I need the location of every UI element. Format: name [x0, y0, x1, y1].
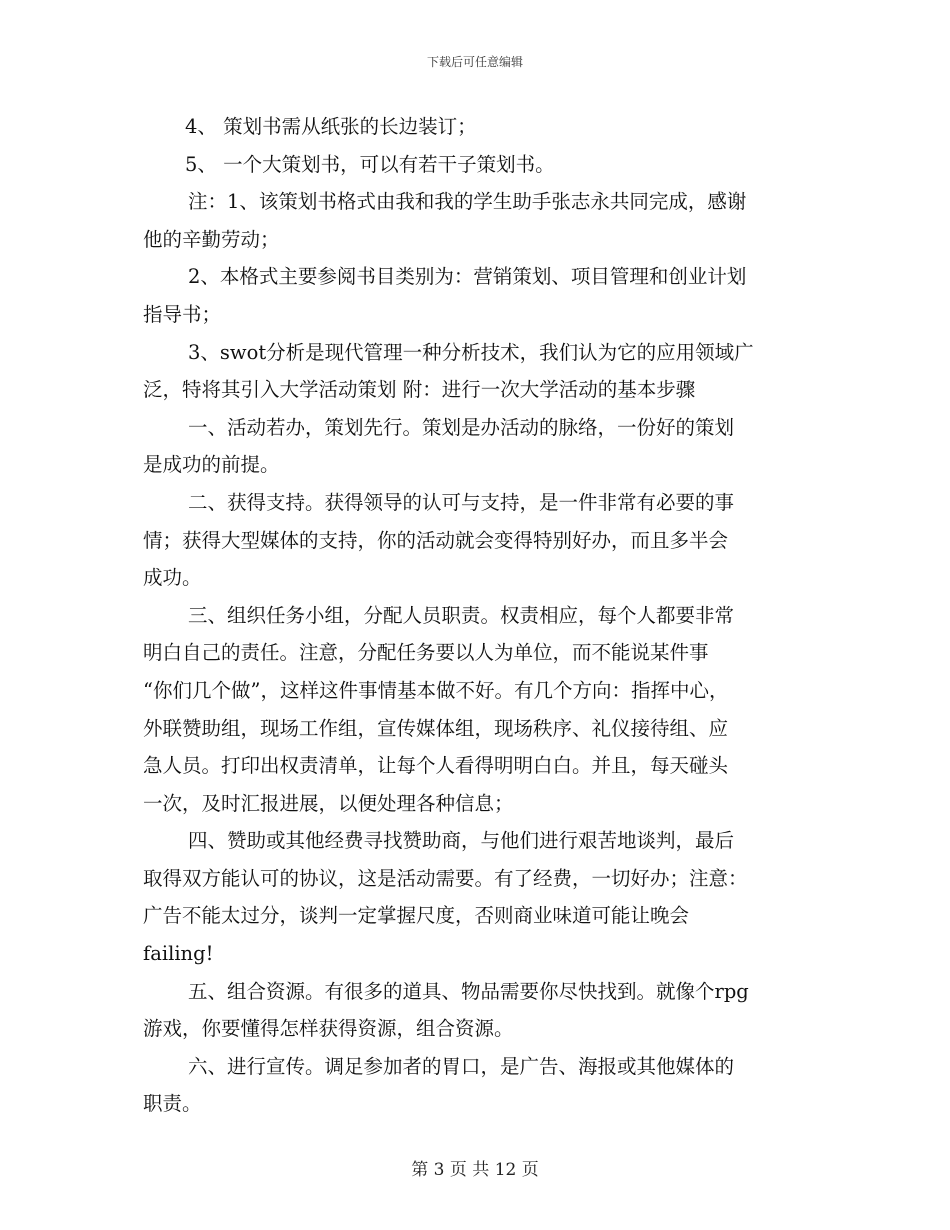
text-line: 4、 策划书需从纸张的长边装订；	[185, 115, 477, 138]
text-line: 泛，特将其引入大学活动策划 附：进行一次大学活动的基本步骤	[143, 378, 696, 402]
page-footer: 第 3 页 共 12 页	[411, 1160, 539, 1180]
text-line: 急人员。打印出权责清单，让每个人看得明明白白。并且，每天碰头	[143, 754, 729, 778]
text-line: 一、活动若办，策划先行。策划是办活动的脉络，一份好的策划	[188, 415, 735, 439]
text-line: 游戏，你要懂得怎样获得资源，组合资源。	[143, 1017, 514, 1041]
text-line: 四、赞助或其他经费寻找赞助商，与他们进行艰苦地谈判，最后	[188, 829, 735, 853]
text-line: 二、获得支持。获得领导的认可与支持，是一件非常有必要的事	[188, 490, 735, 514]
text-line: failing!	[143, 942, 214, 966]
text-line: 是成功的前提。	[143, 453, 280, 477]
text-line: 他的辛勤劳动；	[143, 227, 280, 251]
text-line: 六、进行宣传。调足参加者的胃口，是广告、海报或其他媒体的	[188, 1054, 735, 1078]
text-line: 五、组合资源。有很多的道具、物品需要你尽快找到。就像个rpg	[188, 979, 749, 1003]
text-line: 取得双方能认可的协议，这是活动需要。有了经费，一切好办；注意：	[143, 866, 748, 890]
text-line: 3、swot分析是现代管理一种分析技术，我们认为它的应用领域广	[188, 340, 754, 364]
text-line: 指导书；	[143, 302, 222, 326]
text-line: 职责。	[143, 1092, 202, 1116]
text-line: 明白自己的责任。注意，分配任务要以人为单位，而不能说某件事	[143, 641, 709, 665]
text-line: 2、本格式主要参阅书目类别为：营销策划、项目管理和创业计划	[188, 265, 747, 289]
text-line: 成功。	[143, 566, 202, 590]
text-line: 外联赞助组，现场工作组，宣传媒体组，现场秩序、礼仪接待组、应	[143, 716, 729, 740]
text-line: 三、组织任务小组，分配人员职责。权责相应，每个人都要非常	[188, 603, 735, 627]
page-header: 下载后可任意编辑	[426, 55, 523, 69]
text-line: “你们几个做”，这样这件事情基本做不好。有几个方向：指挥中心，	[143, 678, 729, 702]
text-line: 一次，及时汇报进展，以便处理各种信息；	[143, 791, 514, 815]
text-line: 广告不能太过分，谈判一定掌握尺度，否则商业味道可能让晚会	[143, 904, 690, 928]
text-line: 情；获得大型媒体的支持，你的活动就会变得特别好办，而且多半会	[143, 528, 729, 552]
text-line: 5、 一个大策划书，可以有若干子策划书。	[185, 152, 555, 176]
document-body	[143, 108, 811, 1123]
text-line: 注：1、该策划书格式由我和我的学生助手张志永共同完成，感谢	[188, 190, 747, 214]
